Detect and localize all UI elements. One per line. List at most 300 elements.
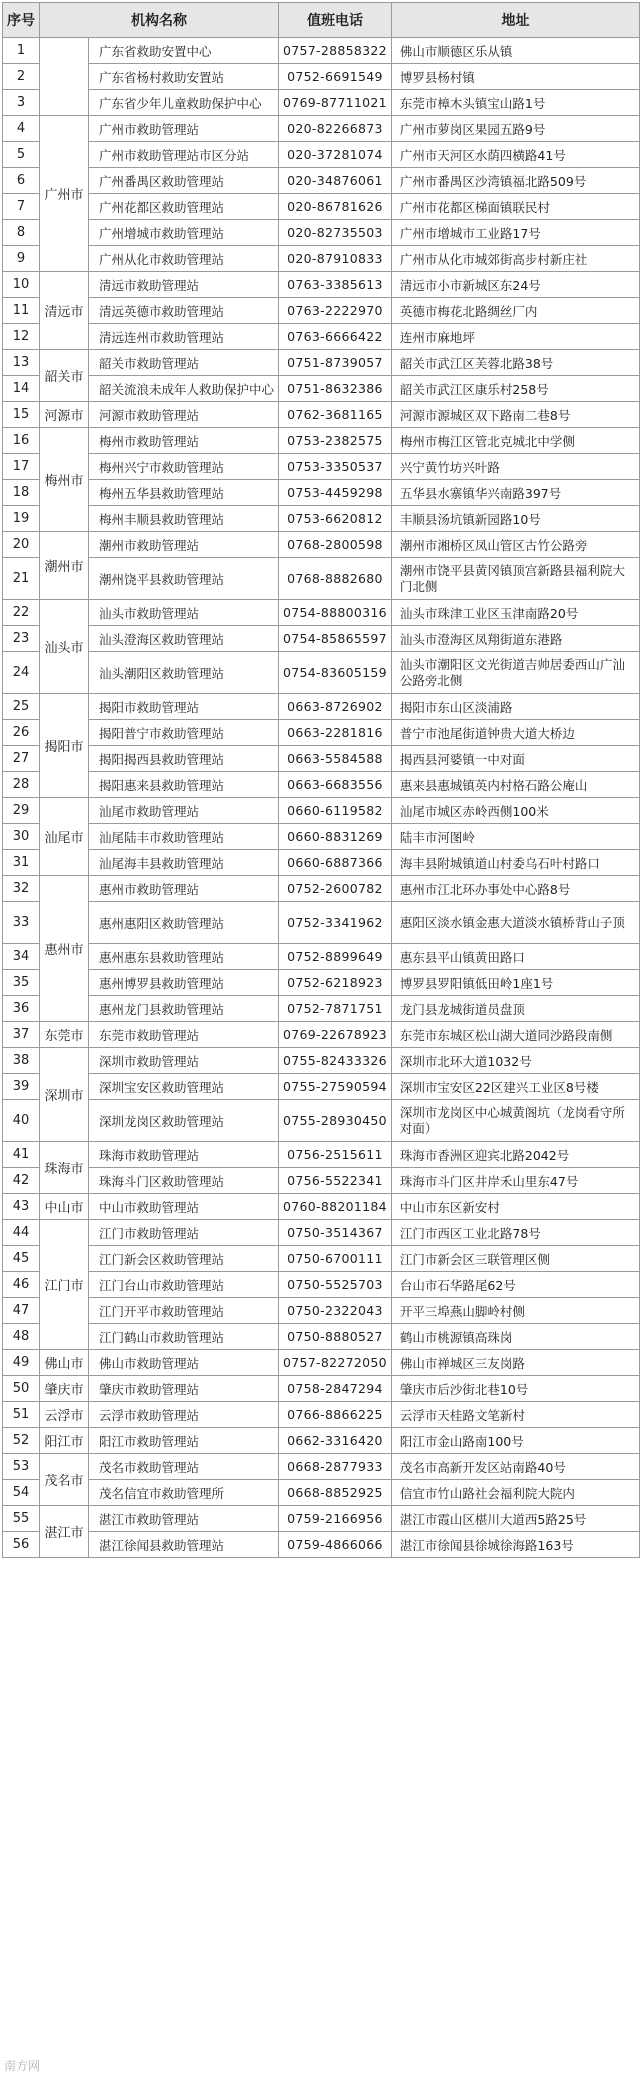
institution-name: 韶关流浪未成年人救助保护中心 <box>89 376 279 402</box>
row-number: 52 <box>3 1428 40 1454</box>
institution-name: 广州增城市救助管理站 <box>89 220 279 246</box>
table-row <box>3 1142 640 1168</box>
row-number: 15 <box>3 402 40 428</box>
duty-phone: 0754-83605159 <box>279 652 392 694</box>
duty-phone: 0766-8866225 <box>279 1402 392 1428</box>
address: 揭阳市东山区淡浦路 <box>391 694 639 720</box>
duty-phone: 0750-6700111 <box>279 1246 392 1272</box>
city-cell: 广州市 <box>40 116 89 272</box>
address: 鹤山市桃源镇高珠岗 <box>391 1324 639 1350</box>
table-row <box>3 168 640 194</box>
table-row <box>3 720 640 746</box>
institution-name: 湛江徐闻县救助管理站 <box>89 1532 279 1558</box>
row-number: 10 <box>3 272 40 298</box>
table-row <box>3 824 640 850</box>
row-number: 6 <box>3 168 40 194</box>
table-row <box>3 428 640 454</box>
row-number: 1 <box>3 38 40 64</box>
table-row <box>3 1022 640 1048</box>
institution-name: 中山市救助管理站 <box>89 1194 279 1220</box>
row-number: 35 <box>3 970 40 996</box>
table-row <box>3 142 640 168</box>
table-row <box>3 1350 640 1376</box>
row-number: 41 <box>3 1142 40 1168</box>
table-row <box>3 298 640 324</box>
row-number: 2 <box>3 64 40 90</box>
table-row <box>3 64 640 90</box>
address: 开平三埠燕山脚岭村侧 <box>391 1298 639 1324</box>
table-header-row <box>3 3 640 38</box>
row-number: 5 <box>3 142 40 168</box>
row-number: 16 <box>3 428 40 454</box>
row-number: 7 <box>3 194 40 220</box>
duty-phone: 020-82735503 <box>279 220 392 246</box>
table-row <box>3 1272 640 1298</box>
institution-name: 梅州兴宁市救助管理站 <box>89 454 279 480</box>
duty-phone: 020-86781626 <box>279 194 392 220</box>
row-number: 36 <box>3 996 40 1022</box>
address: 台山市石华路尾62号 <box>391 1272 639 1298</box>
row-number: 39 <box>3 1074 40 1100</box>
duty-phone: 0750-2322043 <box>279 1298 392 1324</box>
city-cell: 潮州市 <box>40 532 89 600</box>
city-cell: 梅州市 <box>40 428 89 532</box>
address: 汕头市澄海区凤翔街道东港路 <box>391 626 639 652</box>
duty-phone: 0763-2222970 <box>279 298 392 324</box>
institution-name: 广州番禺区救助管理站 <box>89 168 279 194</box>
table-row <box>3 944 640 970</box>
row-number: 49 <box>3 1350 40 1376</box>
duty-phone: 0752-6218923 <box>279 970 392 996</box>
duty-phone: 0750-5525703 <box>279 1272 392 1298</box>
institution-name: 深圳龙岗区救助管理站 <box>89 1100 279 1142</box>
institution-name: 惠州龙门县救助管理站 <box>89 996 279 1022</box>
address: 兴宁黄竹坊兴叶路 <box>391 454 639 480</box>
address: 韶关市武江区康乐村258号 <box>391 376 639 402</box>
duty-phone: 0751-8632386 <box>279 376 392 402</box>
address: 广州市从化市城郊街高步村新庄社 <box>391 246 639 272</box>
institution-name: 汕尾市救助管理站 <box>89 798 279 824</box>
duty-phone: 0757-28858322 <box>279 38 392 64</box>
address: 英德市梅花北路绸丝厂内 <box>391 298 639 324</box>
duty-phone: 0769-22678923 <box>279 1022 392 1048</box>
duty-phone: 0662-3316420 <box>279 1428 392 1454</box>
address: 博罗县杨村镇 <box>391 64 639 90</box>
institution-name: 阳江市救助管理站 <box>89 1428 279 1454</box>
duty-phone: 0759-4866066 <box>279 1532 392 1558</box>
duty-phone: 0751-8739057 <box>279 350 392 376</box>
row-number: 17 <box>3 454 40 480</box>
table-row <box>3 246 640 272</box>
table-row <box>3 652 640 694</box>
address: 汕头市珠津工业区玉津南路20号 <box>391 600 639 626</box>
address: 湛江市徐闻县徐城徐海路163号 <box>391 1532 639 1558</box>
duty-phone: 0663-5584588 <box>279 746 392 772</box>
row-number: 25 <box>3 694 40 720</box>
address: 韶关市武江区芙蓉北路38号 <box>391 350 639 376</box>
address: 江门市西区工业北路78号 <box>391 1220 639 1246</box>
address: 佛山市禅城区三友岗路 <box>391 1350 639 1376</box>
row-number: 44 <box>3 1220 40 1246</box>
institution-name: 梅州五华县救助管理站 <box>89 480 279 506</box>
city-cell: 东莞市 <box>40 1022 89 1048</box>
institution-name: 肇庆市救助管理站 <box>89 1376 279 1402</box>
duty-phone: 0660-8831269 <box>279 824 392 850</box>
duty-phone: 0755-82433326 <box>279 1048 392 1074</box>
institution-name: 深圳宝安区救助管理站 <box>89 1074 279 1100</box>
institution-name: 汕头澄海区救助管理站 <box>89 626 279 652</box>
institution-name: 揭阳普宁市救助管理站 <box>89 720 279 746</box>
duty-phone: 0752-8899649 <box>279 944 392 970</box>
city-cell: 珠海市 <box>40 1142 89 1194</box>
table-row <box>3 1506 640 1532</box>
rescue-stations-table <box>2 2 640 1558</box>
table-row <box>3 1402 640 1428</box>
row-number: 50 <box>3 1376 40 1402</box>
row-number: 23 <box>3 626 40 652</box>
address: 汕尾市城区赤岭西侧100米 <box>391 798 639 824</box>
row-number: 51 <box>3 1402 40 1428</box>
address: 五华县水寨镇华兴南路397号 <box>391 480 639 506</box>
table-row <box>3 1324 640 1350</box>
duty-phone: 0756-5522341 <box>279 1168 392 1194</box>
watermark: 南方网 <box>4 2059 41 2073</box>
institution-name: 揭阳揭西县救助管理站 <box>89 746 279 772</box>
duty-phone: 020-87910833 <box>279 246 392 272</box>
city-cell: 肇庆市 <box>40 1376 89 1402</box>
table-row <box>3 38 640 64</box>
address: 信宜市竹山路社会福利院大院内 <box>391 1480 639 1506</box>
address: 阳江市金山路南100号 <box>391 1428 639 1454</box>
duty-phone: 0752-6691549 <box>279 64 392 90</box>
address: 惠州市江北环办事处中心路8号 <box>391 876 639 902</box>
duty-phone: 0752-2600782 <box>279 876 392 902</box>
duty-phone: 020-34876061 <box>279 168 392 194</box>
table-row <box>3 558 640 600</box>
city-cell: 茂名市 <box>40 1454 89 1506</box>
duty-phone: 0753-6620812 <box>279 506 392 532</box>
table-row <box>3 532 640 558</box>
row-number: 11 <box>3 298 40 324</box>
address: 梅州市梅江区管北克城北中学侧 <box>391 428 639 454</box>
address: 珠海市斗门区井岸禾山里东47号 <box>391 1168 639 1194</box>
institution-name: 惠州惠阳区救助管理站 <box>89 902 279 944</box>
row-number: 9 <box>3 246 40 272</box>
table-row <box>3 1298 640 1324</box>
table-row <box>3 1048 640 1074</box>
institution-name: 珠海斗门区救助管理站 <box>89 1168 279 1194</box>
table-row <box>3 1428 640 1454</box>
table-row <box>3 772 640 798</box>
institution-name: 汕尾陆丰市救助管理站 <box>89 824 279 850</box>
table-row <box>3 1480 640 1506</box>
table-row <box>3 376 640 402</box>
row-number: 33 <box>3 902 40 944</box>
row-number: 28 <box>3 772 40 798</box>
row-number: 32 <box>3 876 40 902</box>
institution-name: 广州市救助管理站市区分站 <box>89 142 279 168</box>
address: 广州市增城市工业路17号 <box>391 220 639 246</box>
address: 龙门县龙城街道员盘顶 <box>391 996 639 1022</box>
address: 连州市麻地坪 <box>391 324 639 350</box>
duty-phone: 0760-88201184 <box>279 1194 392 1220</box>
row-number: 26 <box>3 720 40 746</box>
address: 深圳市宝安区22区建兴工业区8号楼 <box>391 1074 639 1100</box>
row-number: 42 <box>3 1168 40 1194</box>
city-cell: 汕尾市 <box>40 798 89 876</box>
row-number: 53 <box>3 1454 40 1480</box>
institution-name: 梅州丰顺县救助管理站 <box>89 506 279 532</box>
institution-name: 佛山市救助管理站 <box>89 1350 279 1376</box>
address: 陆丰市河图岭 <box>391 824 639 850</box>
institution-name: 江门新会区救助管理站 <box>89 1246 279 1272</box>
duty-phone: 0668-8852925 <box>279 1480 392 1506</box>
duty-phone: 0762-3681165 <box>279 402 392 428</box>
address: 普宁市池尾街道钟贵大道大桥边 <box>391 720 639 746</box>
row-number: 3 <box>3 90 40 116</box>
table-row <box>3 1376 640 1402</box>
address: 广州市花都区梯面镇联民村 <box>391 194 639 220</box>
institution-name: 茂名信宜市救助管理所 <box>89 1480 279 1506</box>
duty-phone: 0759-2166956 <box>279 1506 392 1532</box>
city-cell: 中山市 <box>40 1194 89 1220</box>
duty-phone: 0752-7871751 <box>279 996 392 1022</box>
row-number: 24 <box>3 652 40 694</box>
row-number: 43 <box>3 1194 40 1220</box>
city-cell: 惠州市 <box>40 876 89 1022</box>
address: 惠东县平山镇黄田路口 <box>391 944 639 970</box>
address: 茂名市高新开发区站南路40号 <box>391 1454 639 1480</box>
city-cell: 河源市 <box>40 402 89 428</box>
header-phone: 值班电话 <box>279 3 392 38</box>
duty-phone: 0754-88800316 <box>279 600 392 626</box>
table-row <box>3 600 640 626</box>
address: 东莞市樟木头镇宝山路1号 <box>391 90 639 116</box>
table-row <box>3 798 640 824</box>
duty-phone: 0750-3514367 <box>279 1220 392 1246</box>
table-row <box>3 876 640 902</box>
city-cell: 深圳市 <box>40 1048 89 1142</box>
institution-name: 惠州市救助管理站 <box>89 876 279 902</box>
institution-name: 深圳市救助管理站 <box>89 1048 279 1074</box>
address: 河源市源城区双下路南二巷8号 <box>391 402 639 428</box>
duty-phone: 0758-2847294 <box>279 1376 392 1402</box>
city-cell: 江门市 <box>40 1220 89 1350</box>
table-row <box>3 1246 640 1272</box>
duty-phone: 0754-85865597 <box>279 626 392 652</box>
row-number: 38 <box>3 1048 40 1074</box>
row-number: 29 <box>3 798 40 824</box>
institution-name: 揭阳市救助管理站 <box>89 694 279 720</box>
institution-name: 东莞市救助管理站 <box>89 1022 279 1048</box>
row-number: 13 <box>3 350 40 376</box>
header-address: 地址 <box>391 3 639 38</box>
city-cell: 阳江市 <box>40 1428 89 1454</box>
duty-phone: 0663-6683556 <box>279 772 392 798</box>
duty-phone: 020-82266873 <box>279 116 392 142</box>
table-row <box>3 90 640 116</box>
table-row <box>3 902 640 944</box>
table-row <box>3 454 640 480</box>
institution-name: 江门鹤山市救助管理站 <box>89 1324 279 1350</box>
table-row <box>3 1454 640 1480</box>
row-number: 27 <box>3 746 40 772</box>
address: 江门市新会区三联管理区侧 <box>391 1246 639 1272</box>
duty-phone: 0755-28930450 <box>279 1100 392 1142</box>
address: 湛江市霞山区椹川大道西5路25号 <box>391 1506 639 1532</box>
address: 珠海市香洲区迎宾北路2042号 <box>391 1142 639 1168</box>
institution-name: 清远连州市救助管理站 <box>89 324 279 350</box>
address: 东莞市东城区松山湖大道同沙路段南侧 <box>391 1022 639 1048</box>
institution-name: 惠州博罗县救助管理站 <box>89 970 279 996</box>
table-row <box>3 1194 640 1220</box>
duty-phone: 0663-2281816 <box>279 720 392 746</box>
row-number: 22 <box>3 600 40 626</box>
table-row <box>3 746 640 772</box>
address: 海丰县附城镇道山村委乌石叶村路口 <box>391 850 639 876</box>
city-cell: 清远市 <box>40 272 89 350</box>
row-number: 45 <box>3 1246 40 1272</box>
row-number: 40 <box>3 1100 40 1142</box>
institution-name: 湛江市救助管理站 <box>89 1506 279 1532</box>
table-row <box>3 850 640 876</box>
row-number: 19 <box>3 506 40 532</box>
duty-phone: 0768-8882680 <box>279 558 392 600</box>
institution-name: 潮州饶平县救助管理站 <box>89 558 279 600</box>
institution-name: 广州市救助管理站 <box>89 116 279 142</box>
institution-name: 江门台山市救助管理站 <box>89 1272 279 1298</box>
table-row <box>3 970 640 996</box>
row-number: 34 <box>3 944 40 970</box>
table-row <box>3 1220 640 1246</box>
institution-name: 潮州市救助管理站 <box>89 532 279 558</box>
duty-phone: 0753-2382575 <box>279 428 392 454</box>
address: 博罗县罗阳镇低田岭1座1号 <box>391 970 639 996</box>
institution-name: 广州从化市救助管理站 <box>89 246 279 272</box>
duty-phone: 020-37281074 <box>279 142 392 168</box>
institution-name: 珠海市救助管理站 <box>89 1142 279 1168</box>
address: 广州市萝岗区果园五路9号 <box>391 116 639 142</box>
institution-name: 江门市救助管理站 <box>89 1220 279 1246</box>
city-cell: 湛江市 <box>40 1506 89 1558</box>
institution-name: 揭阳惠来县救助管理站 <box>89 772 279 798</box>
table-row <box>3 996 640 1022</box>
table-row <box>3 1168 640 1194</box>
duty-phone: 0768-2800598 <box>279 532 392 558</box>
duty-phone: 0757-82272050 <box>279 1350 392 1376</box>
address: 广州市番禺区沙湾镇福北路509号 <box>391 168 639 194</box>
institution-name: 梅州市救助管理站 <box>89 428 279 454</box>
table-row <box>3 194 640 220</box>
institution-name: 惠州惠东县救助管理站 <box>89 944 279 970</box>
institution-name: 江门开平市救助管理站 <box>89 1298 279 1324</box>
table-row <box>3 1074 640 1100</box>
institution-name: 广州花都区救助管理站 <box>89 194 279 220</box>
institution-name: 广东省少年儿童救助保护中心 <box>89 90 279 116</box>
row-number: 12 <box>3 324 40 350</box>
table-row <box>3 272 640 298</box>
institution-name: 清远市救助管理站 <box>89 272 279 298</box>
row-number: 21 <box>3 558 40 600</box>
row-number: 56 <box>3 1532 40 1558</box>
institution-name: 广东省救助安置中心 <box>89 38 279 64</box>
duty-phone: 0763-3385613 <box>279 272 392 298</box>
duty-phone: 0755-27590594 <box>279 1074 392 1100</box>
row-number: 30 <box>3 824 40 850</box>
row-number: 37 <box>3 1022 40 1048</box>
institution-name: 汕尾海丰县救助管理站 <box>89 850 279 876</box>
row-number: 47 <box>3 1298 40 1324</box>
address: 中山市东区新安村 <box>391 1194 639 1220</box>
table-row <box>3 694 640 720</box>
table-row <box>3 220 640 246</box>
duty-phone: 0753-4459298 <box>279 480 392 506</box>
city-cell: 揭阳市 <box>40 694 89 798</box>
address: 惠来县惠城镇英内村格石路公庵山 <box>391 772 639 798</box>
duty-phone: 0753-3350537 <box>279 454 392 480</box>
institution-name: 清远英德市救助管理站 <box>89 298 279 324</box>
row-number: 4 <box>3 116 40 142</box>
row-number: 48 <box>3 1324 40 1350</box>
institution-name: 河源市救助管理站 <box>89 402 279 428</box>
table-body <box>3 38 640 1558</box>
row-number: 14 <box>3 376 40 402</box>
duty-phone: 0660-6119582 <box>279 798 392 824</box>
table-row <box>3 116 640 142</box>
table-row <box>3 506 640 532</box>
duty-phone: 0668-2877933 <box>279 1454 392 1480</box>
address: 潮州市饶平县黄冈镇顶宫新路县福利院大门北侧 <box>391 558 639 600</box>
address: 清远市小市新城区东24号 <box>391 272 639 298</box>
address: 佛山市顺德区乐从镇 <box>391 38 639 64</box>
duty-phone: 0663-8726902 <box>279 694 392 720</box>
city-cell: 云浮市 <box>40 1402 89 1428</box>
table-row <box>3 480 640 506</box>
address: 惠阳区淡水镇金惠大道淡水镇桥背山子顶 <box>391 902 639 944</box>
row-number: 18 <box>3 480 40 506</box>
row-number: 8 <box>3 220 40 246</box>
table-row <box>3 1532 640 1558</box>
duty-phone: 0756-2515611 <box>279 1142 392 1168</box>
duty-phone: 0752-3341962 <box>279 902 392 944</box>
address: 揭西县河婆镇一中对面 <box>391 746 639 772</box>
table-row <box>3 626 640 652</box>
address: 深圳市北环大道1032号 <box>391 1048 639 1074</box>
row-number: 55 <box>3 1506 40 1532</box>
table-row <box>3 324 640 350</box>
institution-name: 汕头潮阳区救助管理站 <box>89 652 279 694</box>
institution-name: 韶关市救助管理站 <box>89 350 279 376</box>
header-no: 序号 <box>3 3 40 38</box>
header-name: 机构名称 <box>40 3 279 38</box>
institution-name: 汕头市救助管理站 <box>89 600 279 626</box>
institution-name: 茂名市救助管理站 <box>89 1454 279 1480</box>
table-row <box>3 402 640 428</box>
row-number: 54 <box>3 1480 40 1506</box>
city-cell: 汕头市 <box>40 600 89 694</box>
table-row <box>3 1100 640 1142</box>
city-cell <box>40 38 89 116</box>
duty-phone: 0763-6666422 <box>279 324 392 350</box>
row-number: 20 <box>3 532 40 558</box>
institution-name: 广东省杨村救助安置站 <box>89 64 279 90</box>
address: 云浮市天桂路文笔新村 <box>391 1402 639 1428</box>
row-number: 46 <box>3 1272 40 1298</box>
table-row <box>3 350 640 376</box>
address: 肇庆市后沙街北巷10号 <box>391 1376 639 1402</box>
duty-phone: 0769-87711021 <box>279 90 392 116</box>
duty-phone: 0750-8880527 <box>279 1324 392 1350</box>
